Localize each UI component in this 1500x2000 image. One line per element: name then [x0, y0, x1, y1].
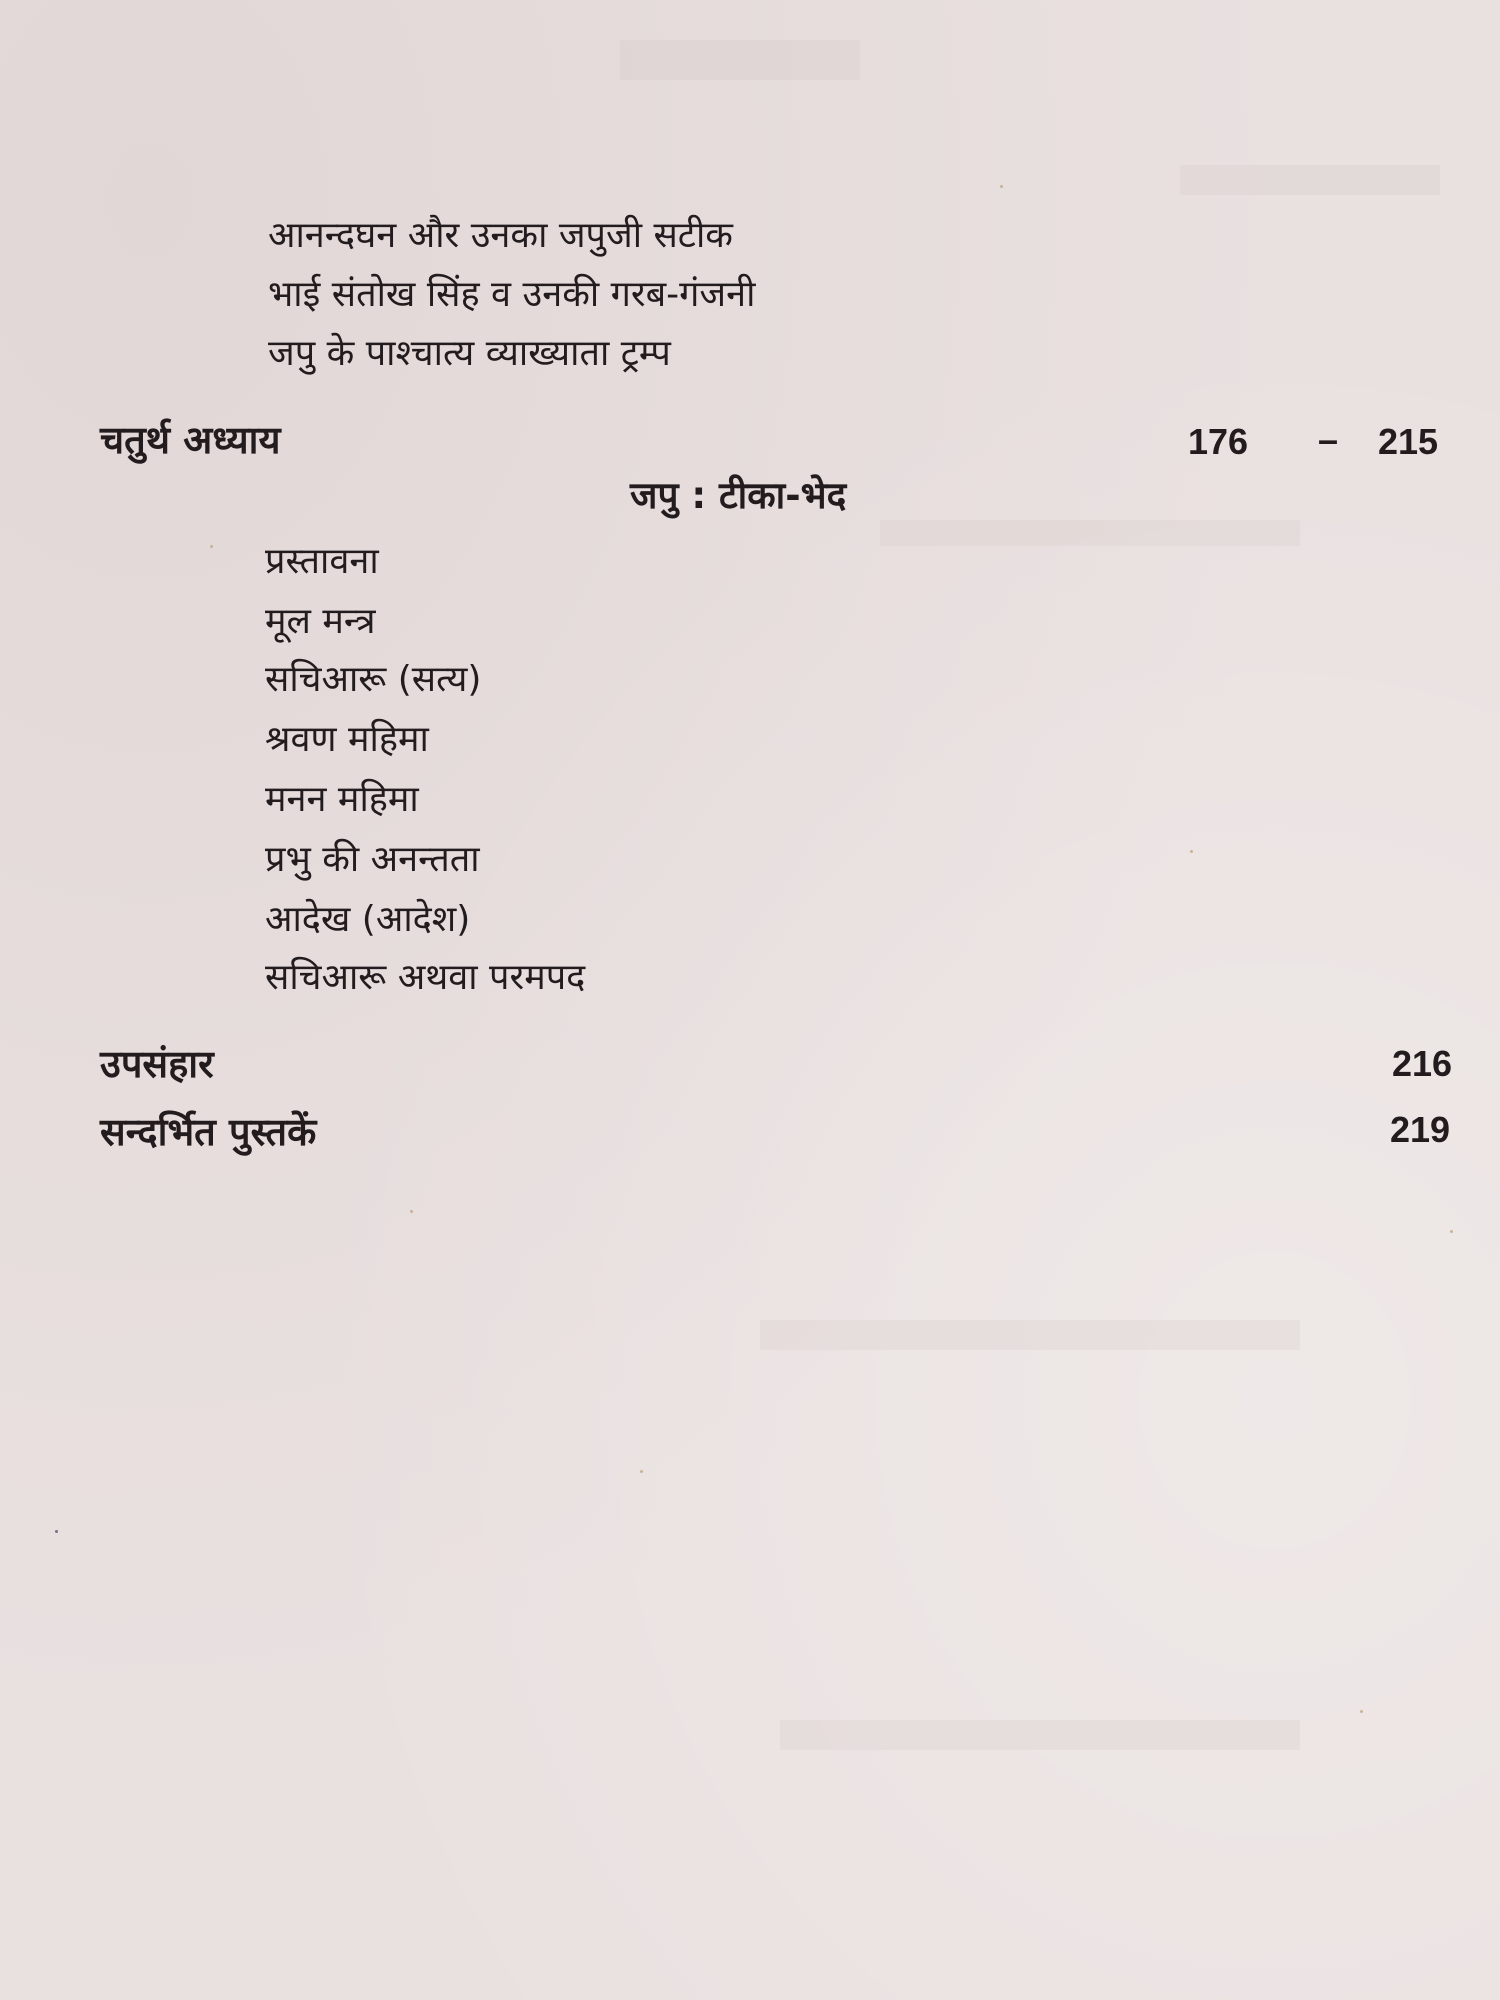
show-through-text: [780, 1720, 1300, 1750]
show-through-text: [760, 1320, 1300, 1350]
epilogue-page: 216: [1392, 1043, 1453, 1084]
paper-speck: [55, 1530, 58, 1533]
chapter-page-end: 215: [1378, 421, 1439, 462]
toc-entry: मूल मन्त्र: [265, 601, 376, 642]
paper-speck: [1450, 1230, 1453, 1233]
show-through-text: [880, 520, 1300, 546]
toc-entry: प्रभु की अनन्तता: [265, 839, 480, 880]
show-through-text: [620, 40, 860, 80]
paper-speck: [1360, 1710, 1363, 1713]
toc-entry: श्रवण महिमा: [265, 719, 429, 760]
references-title: सन्दर्भित पुस्तकें: [100, 1110, 317, 1154]
paper-speck: [210, 545, 213, 548]
paper-speck: [410, 1210, 413, 1213]
chapter-subtitle: जपु : टीका-भेद: [630, 474, 847, 517]
paper-speck: [1190, 850, 1193, 853]
toc-entry: आनन्दघन और उनका जपुजी सटीक: [268, 215, 733, 256]
toc-entry: मनन महिमा: [265, 779, 419, 820]
paper-speck: [640, 1470, 643, 1473]
chapter-page-start: 176: [1188, 421, 1249, 462]
toc-entry: आदेख (आदेश): [265, 899, 471, 940]
toc-entry: सचिआरू (सत्य): [265, 659, 482, 700]
chapter-title: चतुर्थ अध्याय: [100, 418, 281, 462]
toc-entry: जपु के पाश्चात्य व्याख्याता ट्रम्प: [268, 333, 671, 374]
references-page: 219: [1390, 1109, 1451, 1150]
toc-entry: भाई संतोख सिंह व उनकी गरब-गंजनी: [268, 274, 756, 315]
epilogue-title: उपसंहार: [100, 1042, 214, 1086]
toc-entry: प्रस्तावना: [265, 541, 379, 582]
show-through-text: [1180, 165, 1440, 195]
page-range-dash: –: [1318, 419, 1339, 460]
paper-speck: [1000, 185, 1003, 188]
toc-entry: सचिआरू अथवा परमपद: [265, 957, 586, 998]
